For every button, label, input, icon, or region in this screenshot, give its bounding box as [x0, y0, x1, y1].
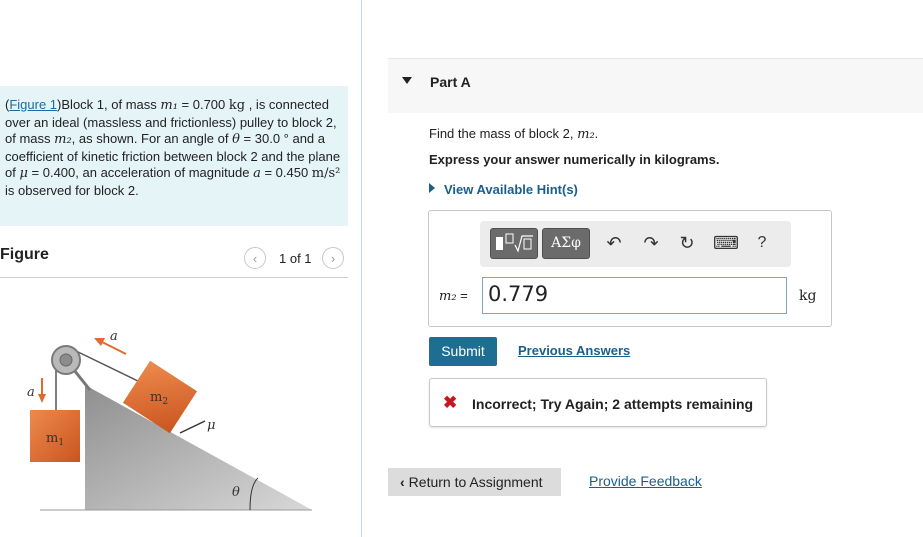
answer-label [439, 288, 468, 304]
problem-text-7: = 0.450 [260, 165, 312, 180]
var-theta: θ [232, 132, 240, 147]
part-title[interactable]: Part A [430, 74, 471, 90]
figure-next-button[interactable] [322, 247, 344, 269]
feedback-message: Incorrect; Try Again; 2 attempts remaining [472, 396, 754, 412]
friction-marker [180, 421, 205, 433]
chevron-left-icon: ‹ [252, 251, 258, 266]
unit-kg: kg [228, 98, 246, 113]
templates-button[interactable] [490, 228, 538, 259]
arrow-head-icon [38, 394, 46, 403]
question-prefix: Find the mass of block 2, [429, 126, 578, 141]
block-1-label: $m_1$ [46, 431, 65, 448]
incorrect-x-icon: ✖ [443, 393, 458, 412]
question-text [429, 126, 598, 142]
rope-incline [74, 350, 140, 382]
answer-input[interactable]: 0.779 [482, 277, 787, 314]
answer-instruction: Express your answer numerically in kilograms. [429, 152, 720, 167]
answer-unit: kg [799, 288, 817, 304]
problem-text-8: is observed for block 2. [5, 182, 139, 198]
var-a: a [253, 166, 261, 181]
answer-var: m₂ [439, 289, 457, 304]
var-m2: m₂ [54, 132, 72, 147]
pane-divider[interactable] [361, 0, 362, 537]
hint-caret-icon[interactable] [429, 183, 435, 193]
incline-plane [85, 385, 312, 510]
question-var: m₂ [577, 127, 595, 142]
question-suffix: . [594, 126, 599, 141]
var-mu: μ [19, 166, 28, 181]
undo-icon[interactable]: ↶ [606, 233, 622, 253]
help-icon[interactable]: ? [757, 234, 767, 251]
figure-title: Figure [0, 246, 49, 263]
collapse-caret-icon[interactable] [402, 77, 412, 84]
accel-label-left: a [27, 385, 35, 400]
problem-text-1: Block 1, of mass [61, 97, 161, 112]
chevron-left-icon: ‹ [400, 474, 405, 490]
templates-icon [491, 229, 537, 258]
chevron-right-icon: › [330, 251, 336, 266]
return-label: Return to Assignment [408, 474, 543, 490]
problem-text-6: = 0.400, an acceleration of magnitude [27, 165, 254, 180]
problem-text-3: , is connected over an ideal (massless and frictionless) pulley to block 2, of mass [5, 97, 337, 146]
return-to-assignment-button[interactable] [388, 468, 561, 496]
block-2-label: $m_2$ [150, 390, 169, 407]
mu-label: μ [207, 418, 216, 433]
reset-icon[interactable]: ↻ [679, 233, 695, 253]
figure-prev-button[interactable] [244, 247, 266, 269]
figure-counter: 1 of 1 [279, 251, 312, 266]
accel-label-top: a [110, 329, 118, 344]
provide-feedback-link[interactable]: Provide Feedback [589, 473, 702, 489]
figure-divider [0, 277, 348, 278]
var-m1: m₁ [160, 98, 178, 113]
unit-acceleration: m/s² [311, 166, 341, 181]
problem-text-5: = 30.0 ° and a coefficient of kinetic friction between block 2 and the plane of [5, 131, 341, 180]
keyboard-icon[interactable]: ⌨ [713, 233, 739, 253]
submit-button[interactable]: Submit [429, 337, 497, 366]
problem-statement: (Figure 1)Block 1, of mass m₁ = 0.700 kg , is connected over an ideal (massless and frictionless) pulley to block 2, of mass m₂, as shown. For an angle of θ = 30.0 ° and a coefficient of kinetic friction between block 2 and the plane of μ = 0.400, an acceleration of magnitude a = 0.450 m/s² is observed for block 2. [5, 97, 341, 198]
theta-label: θ [232, 485, 240, 500]
greek-symbols-button[interactable]: ΑΣφ [542, 228, 590, 259]
problem-text-4: , as shown. For an angle of [71, 131, 233, 146]
redo-icon[interactable]: ↷ [643, 233, 659, 253]
problem-text-2: = 0.700 [177, 97, 229, 112]
figure-link[interactable]: Figure 1 [9, 97, 58, 112]
pulley-hub [60, 354, 72, 366]
view-hints-link[interactable]: View Available Hint(s) [444, 182, 578, 197]
incline-pulley-figure [0, 280, 348, 530]
answer-equals: = [456, 288, 468, 303]
previous-answers-link[interactable]: Previous Answers [518, 343, 631, 358]
